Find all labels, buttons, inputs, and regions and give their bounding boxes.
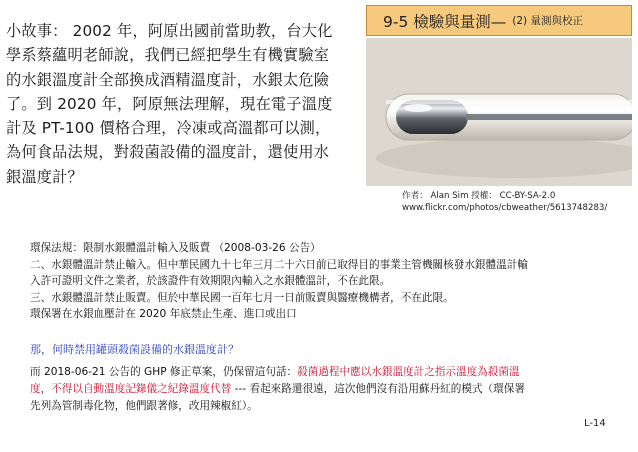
regulations-block [30, 240, 610, 323]
regulation-line: 三、水銀體溫計禁止販賣。但於中華民國一百年七月一日前販賣與醫療機構者，不在此限。 [30, 291, 454, 304]
ghp-line-2 [30, 381, 610, 398]
ghp-text: --- 看起來路還很遠，這次他們沒有沿用蘇丹紅的模式（環保署 [231, 383, 525, 396]
story-line: 計及 PT-100 價格合理，冷凍或高溫都可以測， [6, 119, 331, 138]
photo-credit [402, 190, 632, 214]
photo-credit-author: 作者： Alan Sim 授權： CC-BY-SA-2.0 [402, 191, 556, 201]
ghp-quote: 殺菌過程中應以水銀溫度計之指示溫度為殺菌溫 [297, 366, 520, 378]
story-line: 銀溫度計？ [6, 167, 83, 186]
section-title-box [366, 5, 632, 36]
regulation-line: 二、水銀體溫計禁止輸入。但中華民國九十七年三月二十六日前已取得目的事業主管機關核發水銀體溫計輸 [30, 258, 528, 271]
mercury-bulb-image [366, 38, 632, 186]
section-subtitle: (2) 量測與校正 [512, 15, 583, 27]
story-line: 小故事： 2002 年，阿原出國前當助教，台大化 [6, 22, 333, 40]
regulation-line: 環保署在水銀血壓計在 2020 年底禁止生產、進口或出口 [30, 308, 297, 321]
regulation-line: 入許可證明文件之業者，於該證件有效期限內輸入之水銀體溫計，不在此限。 [30, 275, 391, 288]
photo-credit-link: www.flickr.com/photos/cbweather/5613748283/ [402, 203, 608, 213]
story-line: 為何食品法規，對殺菌設備的溫度計，還使用水 [6, 143, 330, 162]
story-line: 的水銀溫度計全部換成酒精溫度計，水銀太危險 [6, 70, 330, 89]
story-line: 學系蔡蘊明老師說，我們已經把學生有機實驗室 [6, 46, 330, 65]
page-number: L-14 [584, 418, 606, 429]
story-paragraph [6, 19, 358, 189]
ghp-line-1 [30, 364, 610, 381]
ghp-quote: 度，不得以自動溫度記錄儀之紀錄溫度代替 [30, 383, 232, 396]
ghp-paragraph [30, 364, 610, 416]
thermometer-photo [366, 38, 632, 186]
section-title: 9-5 檢驗與量測— [383, 12, 507, 31]
question-line: 那，何時禁用罐頭殺菌設備的水銀溫度計？ [30, 343, 239, 356]
ghp-text: 而 2018-06-21 公告的 GHP 修正草案，仍保留這句話： [30, 366, 298, 378]
story-line: 了。到 2020 年，阿原無法理解，現在電子溫度 [6, 94, 333, 113]
regulation-line: 環保法規：限制水銀體溫計輸入及販賣 （2008-03-26 公告） [30, 242, 321, 254]
ghp-line-3: 先列為管制毒化物，他們跟著修，改用辣椒紅）。 [30, 400, 258, 413]
